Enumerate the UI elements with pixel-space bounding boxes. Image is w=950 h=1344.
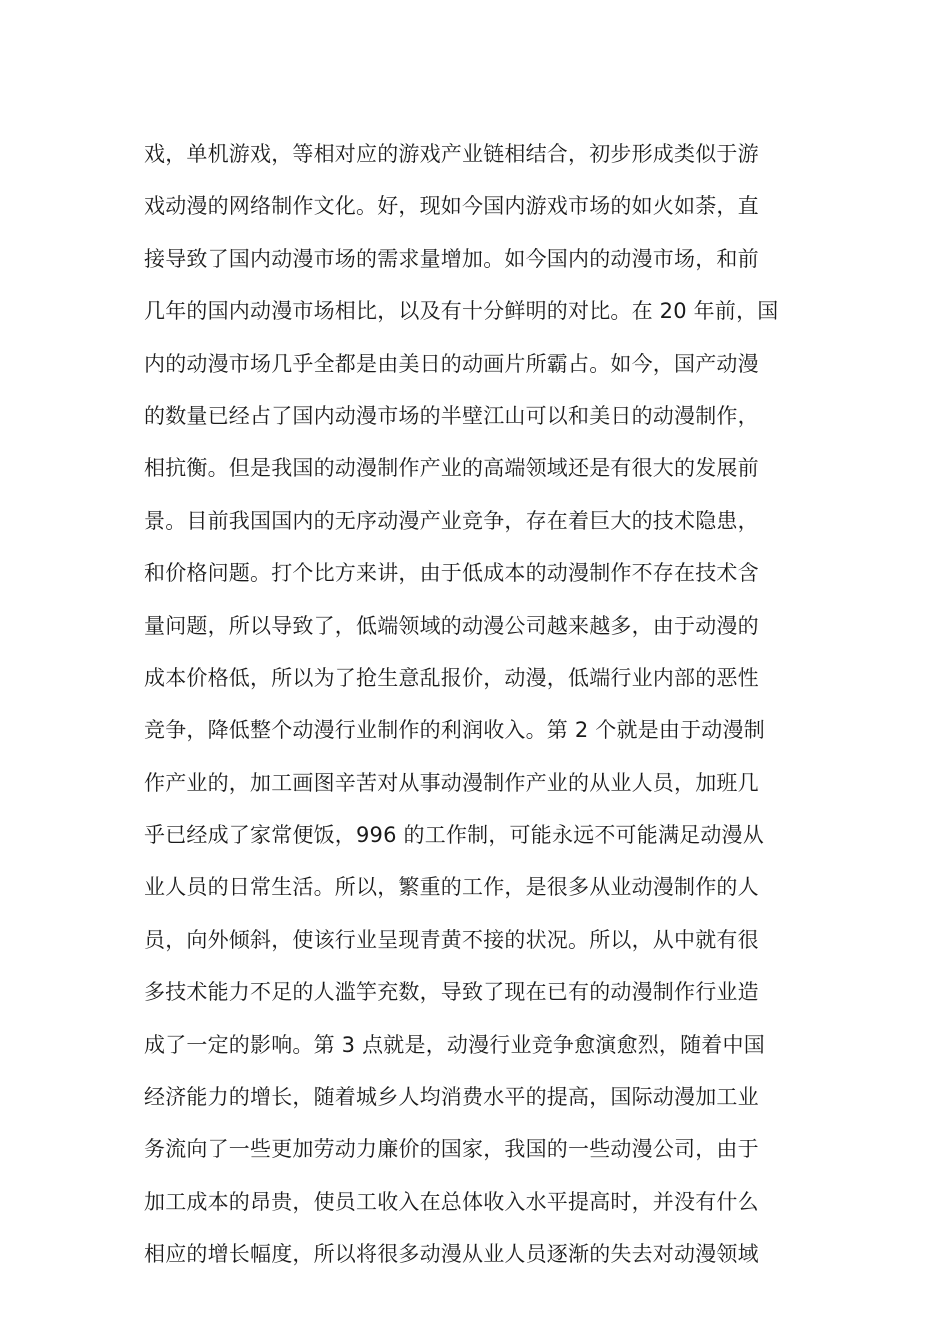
text-line: 务流向了一些更加劳动力廉价的国家，我国的一些动漫公司，由于	[144, 1137, 759, 1162]
text-line: 乎已经成了家常便饭，996 的工作制，可能永远不可能满足动漫从	[144, 823, 764, 848]
text-line: 的数量已经占了国内动漫市场的半壁江山可以和美日的动漫制作，	[144, 403, 759, 428]
text-line: 量问题，所以导致了，低端领域的动漫公司越来越多，由于动漫的	[144, 613, 759, 638]
text-line: 成本价格低，所以为了抢生意乱报价，动漫，低端行业内部的恶性	[144, 665, 759, 690]
text-line: 员，向外倾斜，使该行业呈现青黄不接的状况。所以，从中就有很	[144, 927, 759, 952]
text-line: 业人员的日常生活。所以，繁重的工作，是很多从业动漫制作的人	[144, 875, 759, 900]
text-line: 作产业的，加工画图辛苦对从事动漫制作产业的从业人员，加班几	[144, 770, 759, 795]
text-line: 内的动漫市场几乎全都是由美日的动画片所霸占。如今，国产动漫	[144, 351, 759, 376]
text-line: 加工成本的昂贵，使员工收入在总体收入水平提高时，并没有什么	[144, 1189, 759, 1214]
text-line: 接导致了国内动漫市场的需求量增加。如今国内的动漫市场，和前	[144, 246, 759, 271]
text-line: 经济能力的增长，随着城乡人均消费水平的提高，国际动漫加工业	[144, 1085, 759, 1110]
text-line: 景。目前我国国内的无序动漫产业竞争，存在着巨大的技术隐患，	[144, 508, 759, 533]
text-line: 几年的国内动漫市场相比，以及有十分鲜明的对比。在 20 年前，国	[144, 299, 779, 324]
text-line: 多技术能力不足的人滥竽充数，导致了现在已有的动漫制作行业造	[144, 980, 759, 1005]
body-paragraph	[144, 128, 814, 1281]
text-line: 竞争，降低整个动漫行业制作的利润收入。第 2 个就是由于动漫制	[144, 718, 765, 743]
text-line: 相应的增长幅度，所以将很多动漫从业人员逐渐的失去对动漫领域	[144, 1242, 759, 1267]
text-line: 成了一定的影响。第 3 点就是，动漫行业竞争愈演愈烈，随着中国	[144, 1032, 765, 1057]
text-line: 相抗衡。但是我国的动漫制作产业的高端领域还是有很大的发展前	[144, 456, 759, 481]
text-line: 戏动漫的网络制作文化。好，现如今国内游戏市场的如火如荼，直	[144, 194, 759, 219]
text-line: 和价格问题。打个比方来讲，由于低成本的动漫制作不存在技术含	[144, 561, 759, 586]
text-line: 戏，单机游戏，等相对应的游戏产业链相结合，初步形成类似于游	[144, 142, 759, 166]
